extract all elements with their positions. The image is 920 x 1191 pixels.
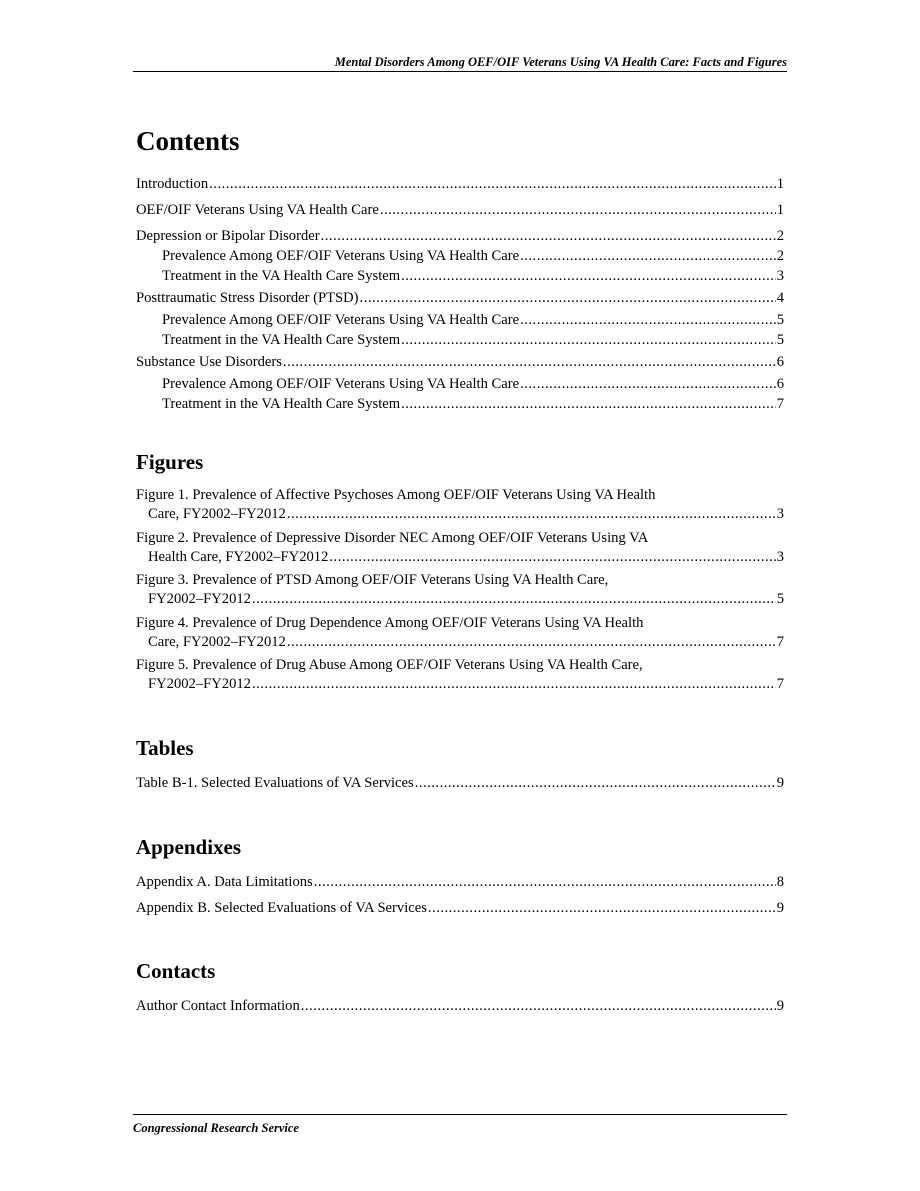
tables-heading: Tables [136, 735, 194, 760]
figure-entry-1[interactable]: Figure 1. Prevalence of Affective Psychoses Among OEF/OIF Veterans Using VA Health Care, FY2002–FY2012 ..... 3 [136, 486, 784, 524]
figure-entry-3[interactable]: Figure 3. Prevalence of PTSD Among OEF/OIF Veterans Using VA Health Care, FY2002–FY2012 ..... 5 [136, 571, 784, 609]
page-footer: Congressional Research Service [133, 1114, 787, 1136]
toc-entry-introduction[interactable]: Introduction ..... 1 [136, 174, 784, 194]
contents-heading: Contents [136, 126, 240, 156]
toc-entry-depression-treatment[interactable]: Treatment in the VA Health Care System ..... 3 [136, 266, 784, 286]
toc-entry-ptsd[interactable]: Posttraumatic Stress Disorder (PTSD) ..... 4 [136, 288, 784, 308]
appendixes-heading: Appendixes [136, 834, 242, 859]
appendix-entry-a[interactable]: Appendix A. Data Limitations ..... 8 [136, 872, 784, 892]
toc-entry-depression-prevalence[interactable]: Prevalence Among OEF/OIF Veterans Using VA Health Care ..... 2 [136, 246, 784, 266]
toc-entry-substance-prevalence[interactable]: Prevalence Among OEF/OIF Veterans Using VA Health Care ..... 6 [136, 374, 784, 394]
toc-entry-substance-treatment[interactable]: Treatment in the VA Health Care System ..... 7 [136, 394, 784, 414]
toc-entry-oef-oif-veterans[interactable]: OEF/OIF Veterans Using VA Health Care ..... 1 [136, 200, 784, 220]
figures-heading: Figures [136, 450, 204, 474]
running-header: Mental Disorders Among OEF/OIF Veterans Using VA Health Care: Facts and Figures [133, 55, 787, 72]
appendix-entry-b[interactable]: Appendix B. Selected Evaluations of VA Services ..... 9 [136, 898, 784, 918]
toc-page [136, 124, 784, 1016]
table-entry-b1[interactable]: Table B-1. Selected Evaluations of VA Services ..... 9 [136, 773, 784, 793]
toc-entry-ptsd-treatment[interactable]: Treatment in the VA Health Care System ..... 5 [136, 330, 784, 350]
figure-entry-5[interactable]: Figure 5. Prevalence of Drug Abuse Among OEF/OIF Veterans Using VA Health Care, FY2002–FY2012 ..... 7 [136, 656, 784, 694]
figure-entry-2[interactable]: Figure 2. Prevalence of Depressive Disorder NEC Among OEF/OIF Veterans Using VA Health Care, FY2002–FY2012 ..... 3 [136, 529, 784, 567]
contact-entry-author[interactable]: Author Contact Information ..... 9 [136, 996, 784, 1016]
contacts-heading: Contacts [136, 958, 216, 983]
toc-entry-ptsd-prevalence[interactable]: Prevalence Among OEF/OIF Veterans Using VA Health Care ..... 5 [136, 310, 784, 330]
toc-entry-substance-use[interactable]: Substance Use Disorders ..... 6 [136, 352, 784, 372]
figure-entry-4[interactable]: Figure 4. Prevalence of Drug Dependence Among OEF/OIF Veterans Using VA Health Care, FY2002–FY2012 ..... 7 [136, 614, 784, 652]
toc-entry-depression[interactable]: Depression or Bipolar Disorder ..... 2 [136, 226, 784, 246]
